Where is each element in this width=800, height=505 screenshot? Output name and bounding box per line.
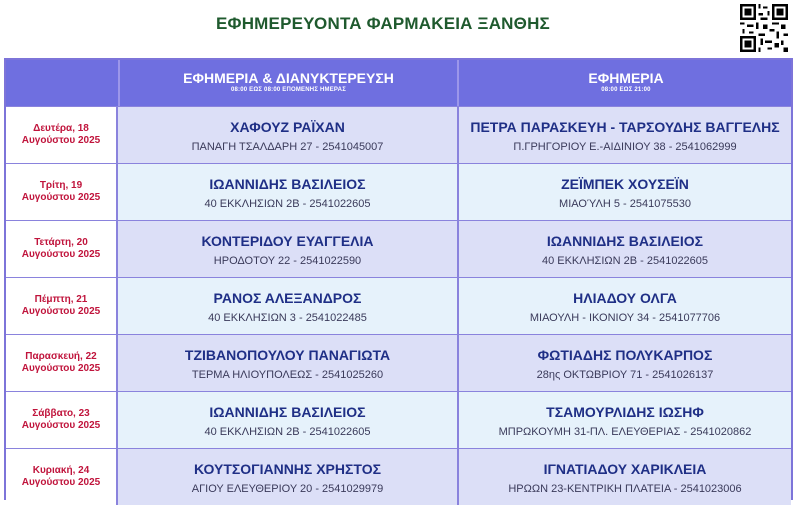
overnight-pharmacy-cell bbox=[116, 278, 457, 334]
overnight-pharmacy-cell bbox=[116, 107, 457, 163]
date-month: Αυγούστου 2025 bbox=[21, 192, 101, 203]
pharmacy-address: ΜΙΑΟΥΛΗ - ΙΚΟΝΙΟΥ 34 - 2541077706 bbox=[529, 312, 721, 324]
pharmacy-address: 40 ΕΚΚΛΗΣΙΩΝ 2Β - 2541022605 bbox=[541, 255, 709, 267]
pharmacy-address: 40 ΕΚΚΛΗΣΙΩΝ 2Β - 2541022605 bbox=[204, 426, 371, 438]
pharmacy-address: 40 ΕΚΚΛΗΣΙΩΝ 3 - 2541022485 bbox=[208, 312, 367, 324]
date-day: Κυριακή, 24 bbox=[32, 465, 90, 476]
overnight-pharmacy-cell bbox=[116, 335, 457, 391]
overnight-column-hours: 08:00 ΕΩΣ 08:00 ΕΠΟΜΕΝΗΣ ΗΜΕΡΑΣ bbox=[230, 87, 347, 93]
date-cell bbox=[6, 278, 116, 334]
day-pharmacy-cell bbox=[457, 107, 791, 163]
table-row bbox=[6, 163, 791, 220]
date-cell bbox=[6, 335, 116, 391]
table-row bbox=[6, 391, 791, 448]
date-cell bbox=[6, 107, 116, 163]
pharmacy-name: ΤΖΙΒΑΝΟΠΟΥΛΟΥ ΠΑΝΑΓΙΩΤΑ bbox=[184, 347, 391, 363]
table-row bbox=[6, 334, 791, 391]
pharmacy-name: ΠΕΤΡΑ ΠΑΡΑΣΚΕΥΗ - ΤΑΡΣΟΥΔΗΣ ΒΑΓΓΕΛΗΣ bbox=[470, 119, 780, 135]
day-column-hours: 08:00 ΕΩΣ 21:00 bbox=[601, 87, 651, 93]
table-row bbox=[6, 448, 791, 505]
header-day-column bbox=[457, 60, 793, 106]
date-month: Αυγούστου 2025 bbox=[21, 249, 101, 260]
date-day: Σάββατο, 23 bbox=[32, 408, 90, 419]
date-day: Δευτέρα, 18 bbox=[33, 123, 89, 134]
day-pharmacy-cell bbox=[457, 449, 791, 505]
pharmacy-name: ΖΕΪΜΠΕΚ ΧΟΥΣΕΪΝ bbox=[561, 176, 689, 192]
day-pharmacy-cell bbox=[457, 392, 791, 448]
overnight-pharmacy-cell bbox=[116, 449, 457, 505]
date-day: Πέμπτη, 21 bbox=[34, 294, 88, 305]
pharmacy-name: ΦΩΤΙΑΔΗΣ ΠΟΛΥΚΑΡΠΟΣ bbox=[537, 347, 713, 363]
pharmacy-address: ΜΠΡΩΚΟΥΜΗ 31-ΠΛ. ΕΛΕΥΘΕΡΙΑΣ - 2541020862 bbox=[498, 426, 752, 438]
pharmacy-name: ΤΣΑΜΟΥΡΛΙΔΗΣ ΙΩΣΗΦ bbox=[546, 404, 704, 420]
pharmacy-address: ΜΙΑΟΎΛΗ 5 - 2541075530 bbox=[559, 198, 691, 210]
day-column-title: ΕΦΗΜΕΡΙΑ bbox=[588, 70, 664, 86]
date-cell bbox=[6, 449, 116, 505]
table-header bbox=[6, 60, 791, 106]
overnight-column-title: ΕΦΗΜΕΡΙΑ & ΔΙΑΝΥΚΤΕΡΕΥΣΗ bbox=[183, 70, 394, 86]
pharmacy-name: ΗΛΙΑΔΟΥ ΟΛΓΑ bbox=[573, 290, 677, 306]
date-day: Τετάρτη, 20 bbox=[34, 237, 88, 248]
date-month: Αυγούστου 2025 bbox=[21, 135, 101, 146]
pharmacy-address: ΠΑΝΑΓΗ ΤΣΑΛΔΑΡΗ 27 - 2541045007 bbox=[191, 141, 384, 153]
pharmacy-schedule-table bbox=[4, 58, 793, 500]
pharmacy-name: ΚΟΝΤΕΡΙΔΟΥ ΕΥΑΓΓΕΛΙΑ bbox=[201, 233, 374, 249]
date-month: Αυγούστου 2025 bbox=[21, 420, 101, 431]
pharmacy-address: ΗΡΟΔΟΤΟΥ 22 - 2541022590 bbox=[213, 255, 362, 267]
overnight-pharmacy-cell bbox=[116, 164, 457, 220]
date-cell bbox=[6, 164, 116, 220]
qr-code-icon[interactable] bbox=[740, 4, 788, 52]
pharmacy-address: ΗΡΩΩΝ 23-ΚΕΝΤΡΙΚΗ ΠΛΑΤΕΙΑ - 2541023006 bbox=[508, 483, 742, 495]
table-row bbox=[6, 106, 791, 163]
pharmacy-name: ΙΩΑΝΝΙΔΗΣ ΒΑΣΙΛΕΙΟΣ bbox=[546, 233, 704, 249]
pharmacy-address: ΤΕΡΜΑ ΗΛΙΟΥΠΟΛΕΩΣ - 2541025260 bbox=[191, 369, 384, 381]
page-title: ΕΦΗΜΕΡΕΥΟΝΤΑ ΦΑΡΜΑΚΕΙΑ ΞΑΝΘΗΣ bbox=[216, 14, 550, 33]
date-day: Τρίτη, 19 bbox=[39, 180, 83, 191]
header-date-cell bbox=[6, 60, 116, 106]
pharmacy-name: ΚΟΥΤΣΟΓΙΑΝΝΗΣ ΧΡΗΣΤΟΣ bbox=[194, 461, 381, 477]
day-pharmacy-cell bbox=[457, 335, 791, 391]
pharmacy-address: ΑΓΙΟΥ ΕΛΕΥΘΕΡΙΟΥ 20 - 2541029979 bbox=[191, 483, 384, 495]
header-overnight-column bbox=[118, 60, 457, 106]
pharmacy-name: ΧΑΦΟΥΖ ΡΑΪΧΑΝ bbox=[230, 119, 345, 135]
date-cell bbox=[6, 392, 116, 448]
day-pharmacy-cell bbox=[457, 221, 791, 277]
pharmacy-name: ΡΑΝΟΣ ΑΛΕΞΑΝΔΡΟΣ bbox=[213, 290, 362, 306]
pharmacy-address: Π.ΓΡΗΓΟΡΙΟΥ Ε.-ΑΙΔΙΝΙΟΥ 38 - 2541062999 bbox=[513, 141, 737, 153]
overnight-pharmacy-cell bbox=[116, 221, 457, 277]
pharmacy-address: 28ης ΟΚΤΩΒΡΙΟΥ 71 - 2541026137 bbox=[536, 369, 714, 381]
pharmacy-name: ΙΩΑΝΝΙΔΗΣ ΒΑΣΙΛΕΙΟΣ bbox=[209, 404, 366, 420]
table-row bbox=[6, 277, 791, 334]
pharmacy-name: ΙΓΝΑΤΙΑΔΟΥ ΧΑΡΙΚΛΕΙΑ bbox=[543, 461, 707, 477]
pharmacy-address: 40 ΕΚΚΛΗΣΙΩΝ 2Β - 2541022605 bbox=[204, 198, 371, 210]
day-pharmacy-cell bbox=[457, 164, 791, 220]
date-month: Αυγούστου 2025 bbox=[21, 477, 101, 488]
date-month: Αυγούστου 2025 bbox=[21, 306, 101, 317]
table-row bbox=[6, 220, 791, 277]
date-month: Αυγούστου 2025 bbox=[21, 363, 101, 374]
date-cell bbox=[6, 221, 116, 277]
date-day: Παρασκευή, 22 bbox=[25, 351, 97, 362]
day-pharmacy-cell bbox=[457, 278, 791, 334]
overnight-pharmacy-cell bbox=[116, 392, 457, 448]
pharmacy-name: ΙΩΑΝΝΙΔΗΣ ΒΑΣΙΛΕΙΟΣ bbox=[209, 176, 366, 192]
